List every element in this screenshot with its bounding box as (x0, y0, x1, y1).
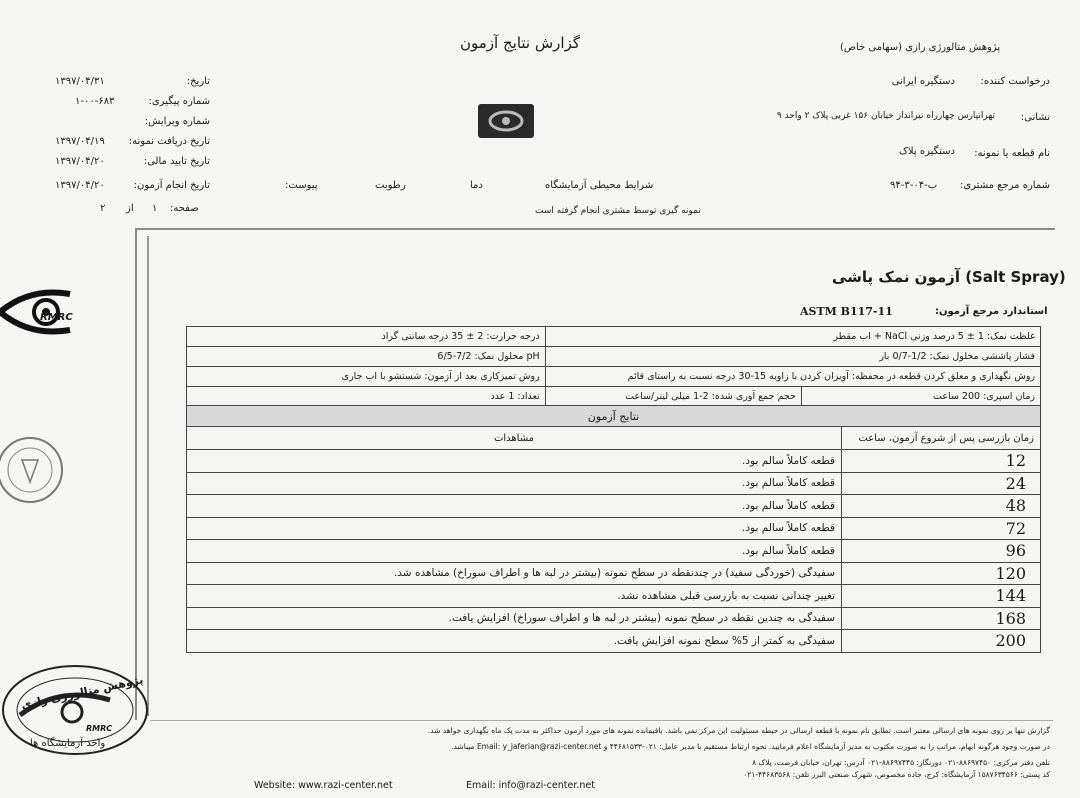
table-row (187, 540, 1041, 563)
observation-cell: قطعه کاملاً سالم بود. (187, 472, 842, 495)
footer-line-1: گزارش تنها بر روی نمونه های ارسالی معتبر است. تطابق نام نمونه با قطعه ارسالی در حیطه مسئولیت این مرکز نمی باشد. باقیمانده نمونه های مورد آزمون حداکثر به مدت یک ماه نگهداری خواهد شد. (427, 726, 1050, 735)
footer-line-3: تلفن دفتر مرکزی: ۸۸۶۹۷۴۵۰-۰۲۱ دورنگار: ۸۸۶۹۷۴۴۵-۰۲۱ آدرس: تهران، خیابان فرصت، پلاک ۸ (752, 758, 1050, 767)
hours-cell: 24 (842, 472, 1041, 495)
condition-cell: زمان اسپری: 200 ساعت (801, 387, 1040, 407)
table-row (187, 630, 1041, 653)
field-label: تاریخ تایید مالی: (143, 156, 210, 167)
observation-cell: قطعه کاملاً سالم بود. (187, 540, 842, 563)
table-row (187, 450, 1041, 473)
field-value: ۱۳۹۷/۰۴/۳۱ (55, 76, 105, 87)
results-heading: نتایج آزمون (187, 406, 1041, 427)
observation-cell: سفیدگی (خوردگی سفید) در چندنقطه در سطح نمونه (بیشتر در لبه ها و اطراف سوراخ) مشاهده شد. (187, 562, 842, 585)
field-value: تهرانپارس چهارراه تیرانداز خیابان ۱۵۶ غربی پلاک ۲ واحد ۹ (776, 111, 995, 121)
report-title: گزارش نتایج آزمون (460, 34, 581, 52)
conditions-row (187, 367, 1041, 387)
hours-cell: 12 (842, 450, 1041, 473)
column-header-observations: مشاهدات (187, 427, 842, 450)
field-value: ۱۳۹۷/۰۴/۱۹ (55, 136, 105, 147)
field-label: شماره مرجع مشتری: (959, 180, 1050, 191)
results-table (186, 405, 1041, 653)
field-label: تاریخ انجام آزمون: (133, 180, 210, 191)
field-label: درخواست کننده: (980, 76, 1050, 87)
field-value: ۱۳۹۷/۰۴/۲۰ (55, 156, 105, 167)
conditions-table (186, 326, 1041, 407)
condition-cell: غلظت نمک: 1 ± 5 درصد وزنی NaCl + اب مقطر (545, 327, 1040, 347)
observation-cell: تغییر چندانی نسبت به بازرسی قبلی مشاهده نشد. (187, 585, 842, 608)
field-value: ۱-۰۰-۶۸۳ (75, 96, 115, 107)
hours-cell: 168 (842, 607, 1041, 630)
stamp-text: پژوهش متالورژی رازی (20, 673, 145, 712)
test-title: آزمون نمک پاشی (Salt Spray) (832, 268, 1066, 286)
table-row (187, 607, 1041, 630)
attachment-label: پیوست: (285, 180, 318, 191)
condition-cell: pH محلول نمک: 7/2-6/5 (187, 347, 546, 367)
page-of: از (126, 203, 134, 214)
hours-cell: 120 (842, 562, 1041, 585)
hours-cell: 72 (842, 517, 1041, 540)
company-name: پژوهش متالورژی رازی (سهامی خاص) (840, 42, 1001, 53)
table-row (187, 517, 1041, 540)
condition-cell: روش تمیزکاری بعد از آزمون: شستشو با اب جاری (187, 367, 546, 387)
stamp-subtext: واحد آزمایشگاه ها (30, 738, 106, 749)
conditions-row (187, 347, 1041, 367)
hours-cell: 48 (842, 495, 1041, 518)
rmrc-logo-text: RMRC (40, 312, 73, 323)
temperature-label: دما (470, 180, 483, 191)
field-label: نشانی: (1020, 112, 1050, 123)
observation-cell: سفیدگی به کمتر از 5% سطح نمونه افزایش یافت. (187, 630, 842, 653)
footer-line-4: کد پستی: ۱۵۸۷۶۳۴۵۶۶ آزمایشگاه: کرج، جاده مخصوص، شهرک صنعتی البرز تلفن: ۴۴۶۸۳۵۶۸-۰۲۱ (743, 770, 1050, 779)
stamp-logo-text: RMRC (86, 724, 113, 733)
page-label: صفحه: (170, 203, 199, 214)
hours-cell: 144 (842, 585, 1041, 608)
hours-cell: 200 (842, 630, 1041, 653)
field-value: دستگیره پلاک (898, 146, 955, 157)
conditions-row (187, 327, 1041, 347)
column-header-time: زمان بازرسی پس از شروع آزمون، ساعت (842, 427, 1041, 450)
condition-cell: روش نگهداری و معلق کردن قطعه در محفظه: آویزان کردن با زاویه 15-30 درجه نسبت به راستای قائم (545, 367, 1040, 387)
company-stamp (0, 660, 160, 764)
page-number: ۱ (152, 203, 158, 214)
footer-email: Email: info@razi-center.net (466, 780, 595, 791)
hours-cell: 96 (842, 540, 1041, 563)
field-value: ۹۴-۳-ب-۰۴ (890, 180, 938, 191)
observation-cell: قطعه کاملاً سالم بود. (187, 450, 842, 473)
rmrc-logo (0, 282, 100, 346)
frame-border (147, 236, 149, 716)
standard-label: استاندارد مرجع آزمون: (935, 306, 1048, 317)
table-row (187, 495, 1041, 518)
sampling-note: نمونه گیری توسط مشتری انجام گرفته است (535, 206, 701, 216)
observation-cell: سفیدگی به چندین نقطه در سطح نمونه (بیشتر در لبه ها و اطراف سوراخ) افزایش یافت. (187, 607, 842, 630)
observation-cell: قطعه کاملاً سالم بود. (187, 495, 842, 518)
page-total: ۲ (100, 203, 106, 214)
footer-website: Website: www.razi-center.net (254, 780, 393, 791)
env-conditions-label: شرایط محیطی آزمایشگاه (545, 180, 654, 191)
field-label: شماره پیگیری: (148, 96, 210, 107)
field-label: تاریخ: (186, 76, 210, 87)
conditions-row (187, 387, 1041, 407)
field-value: دستگیره ایرانی (891, 76, 955, 87)
footer-divider (150, 720, 1053, 721)
observation-cell: قطعه کاملاً سالم بود. (187, 517, 842, 540)
footer-line-2: در صورت وجود هرگونه ابهام، مراتب را به صورت مکتوب به مدیر آزمایشگاه اعلام فرمایید. نحوه ارتباط مستقیم با مدیر عامل: ۰۲۱-۴۴۶۸۱۵۳۳ و Email: y_jaferian@razi-center.net میباشد. (451, 742, 1050, 751)
humidity-label: رطوبت (375, 180, 406, 191)
field-label: شماره ویرایش: (144, 116, 210, 127)
table-row (187, 562, 1041, 585)
table-row (187, 472, 1041, 495)
condition-cell: فشار پاششی محلول نمک: 1/2-0/7 بار (545, 347, 1040, 367)
standard-value: ASTM B117-11 (800, 305, 893, 318)
table-row (187, 585, 1041, 608)
field-label: نام قطعه یا نمونه: (974, 148, 1050, 159)
center-logo-icon (478, 104, 534, 138)
condition-cell: تعداد: 1 عدد (187, 387, 546, 407)
condition-cell: حجم جمع آوری شده: 2-1 میلی لیتر/ساعت (545, 387, 801, 407)
round-stamp-icon (0, 430, 70, 514)
field-value: ۱۳۹۷/۰۴/۲۰ (55, 180, 105, 191)
field-label: تاریخ دریافت نمونه: (128, 136, 210, 147)
condition-cell: درجه حرارت: 2 ± 35 درجه سانتی گراد (187, 327, 546, 347)
